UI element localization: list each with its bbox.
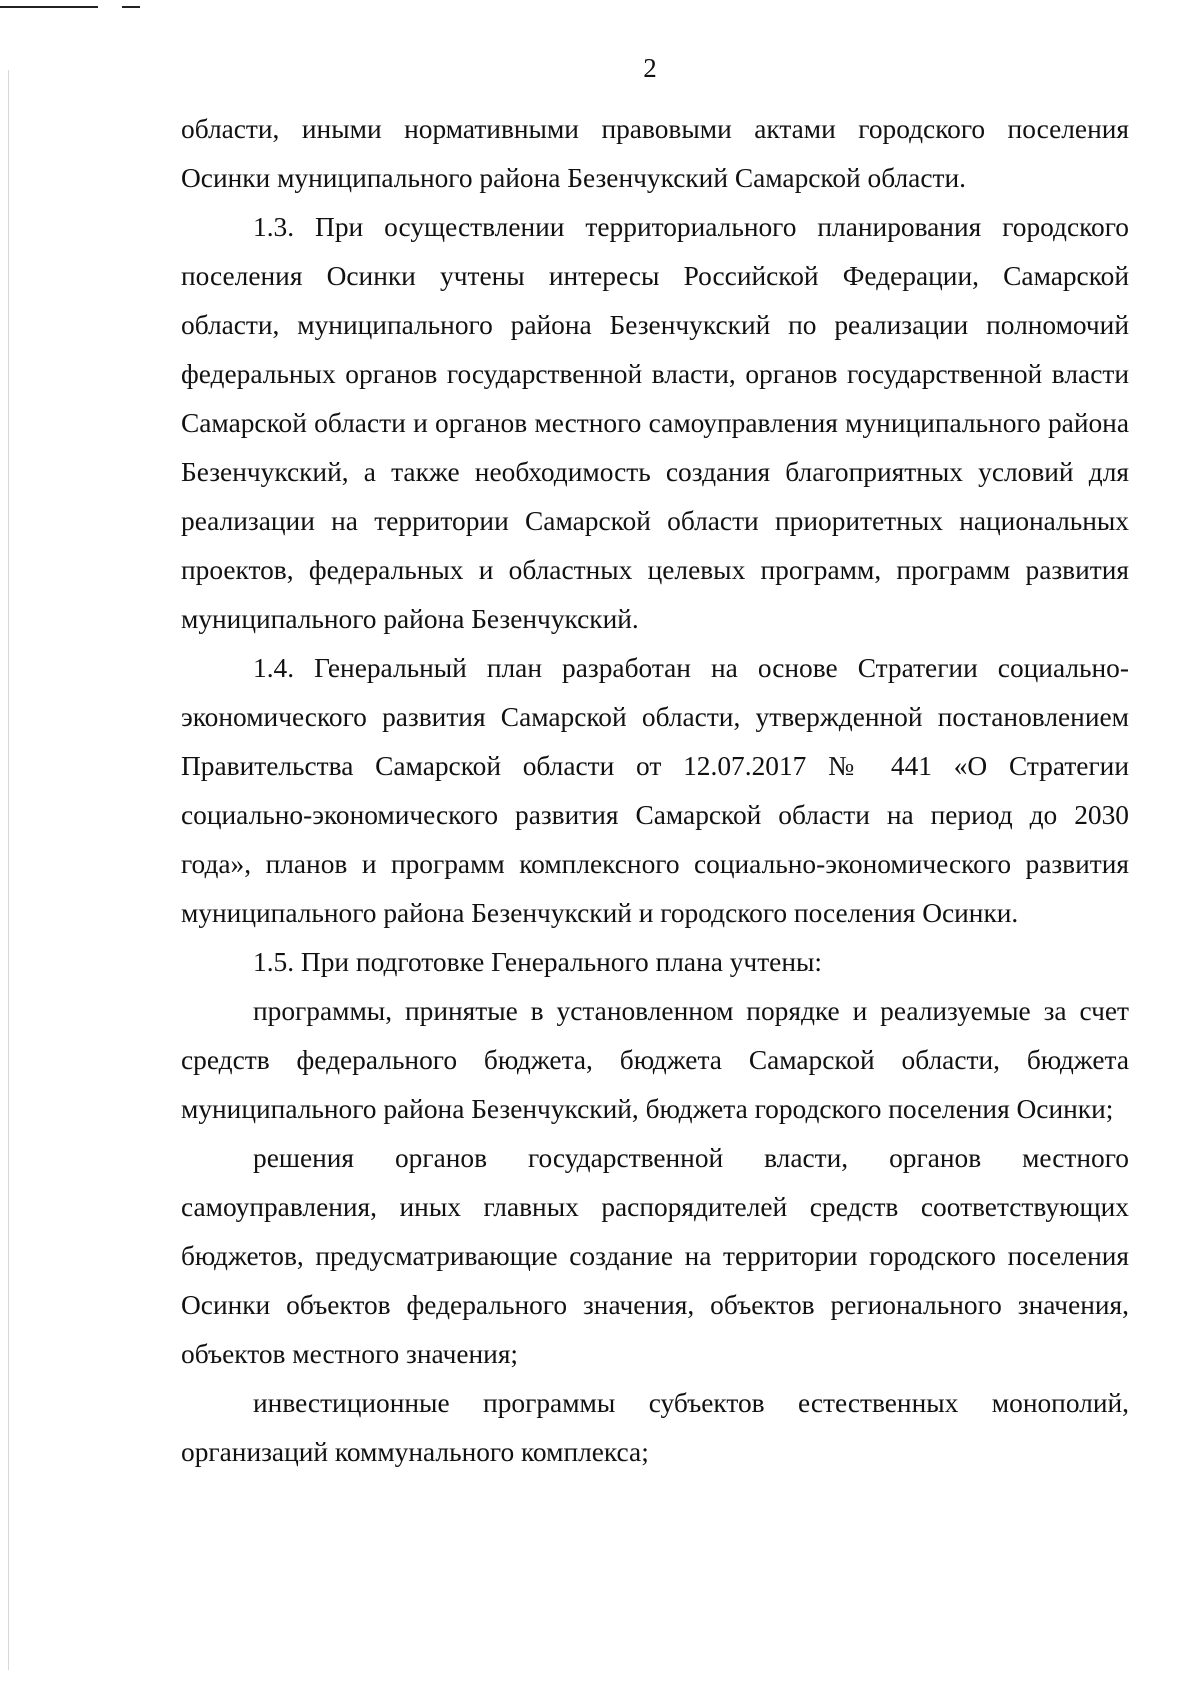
scan-edge-mark bbox=[0, 6, 98, 8]
document-body bbox=[181, 105, 1129, 1477]
page-number: 2 bbox=[643, 53, 657, 83]
scan-edge-mark bbox=[122, 6, 140, 8]
list-item-investment-programs: инвестиционные программы субъектов естественных монополий, организаций коммунального комплекса; bbox=[181, 1388, 1129, 1467]
paragraph-1-5: 1.5. При подготовке Генерального плана учтены: bbox=[253, 947, 823, 977]
paragraph-1-2-continuation: области, иными нормативными правовыми актами городского поселения Осинки муниципального района Безенчукский Самарской области. bbox=[181, 114, 1129, 193]
paragraph-1-4: 1.4. Генеральный план разработан на основе Стратегии социально-экономического развития Самарской области, утвержденной постановлением Правительства Самарской области от 12.07.2017 № 441 «О Стратегии социально-экономического развития Самарской области на период до 2030 года», планов и программ комплексного социально-экономического развития муниципального района Безенчукский и городского поселения Осинки. bbox=[181, 653, 1129, 928]
scan-left-edge bbox=[8, 70, 9, 1670]
list-item-programs: программы, принятые в установленном порядке и реализуемые за счет средств федерального бюджета, бюджета Самарской области, бюджета муниципального района Безенчукский, бюджета городского поселения Осинки; bbox=[181, 996, 1129, 1124]
list-item-decisions: решения органов государственной власти, органов местного самоуправления, иных главных распорядителей средств соответствующих бюджетов, предусматривающие создание на территории городского поселения Осинки объектов федерального значения, объектов регионального значения, объектов местного значения; bbox=[181, 1143, 1129, 1369]
paragraph-1-3: 1.3. При осуществлении территориального планирования городского поселения Осинки учтены интересы Российской Федерации, Самарской области, муниципального района Безенчукский по реализации полномочий федеральных органов государственной власти, органов государственной власти Самарской области и органов местного самоуправления муниципального района Безенчукский, а также необходимость создания благоприятных условий для реализации на территории Самарской области приоритетных национальных проектов, федеральных и областных целевых программ, программ развития муниципального района Безенчукский. bbox=[181, 212, 1129, 634]
